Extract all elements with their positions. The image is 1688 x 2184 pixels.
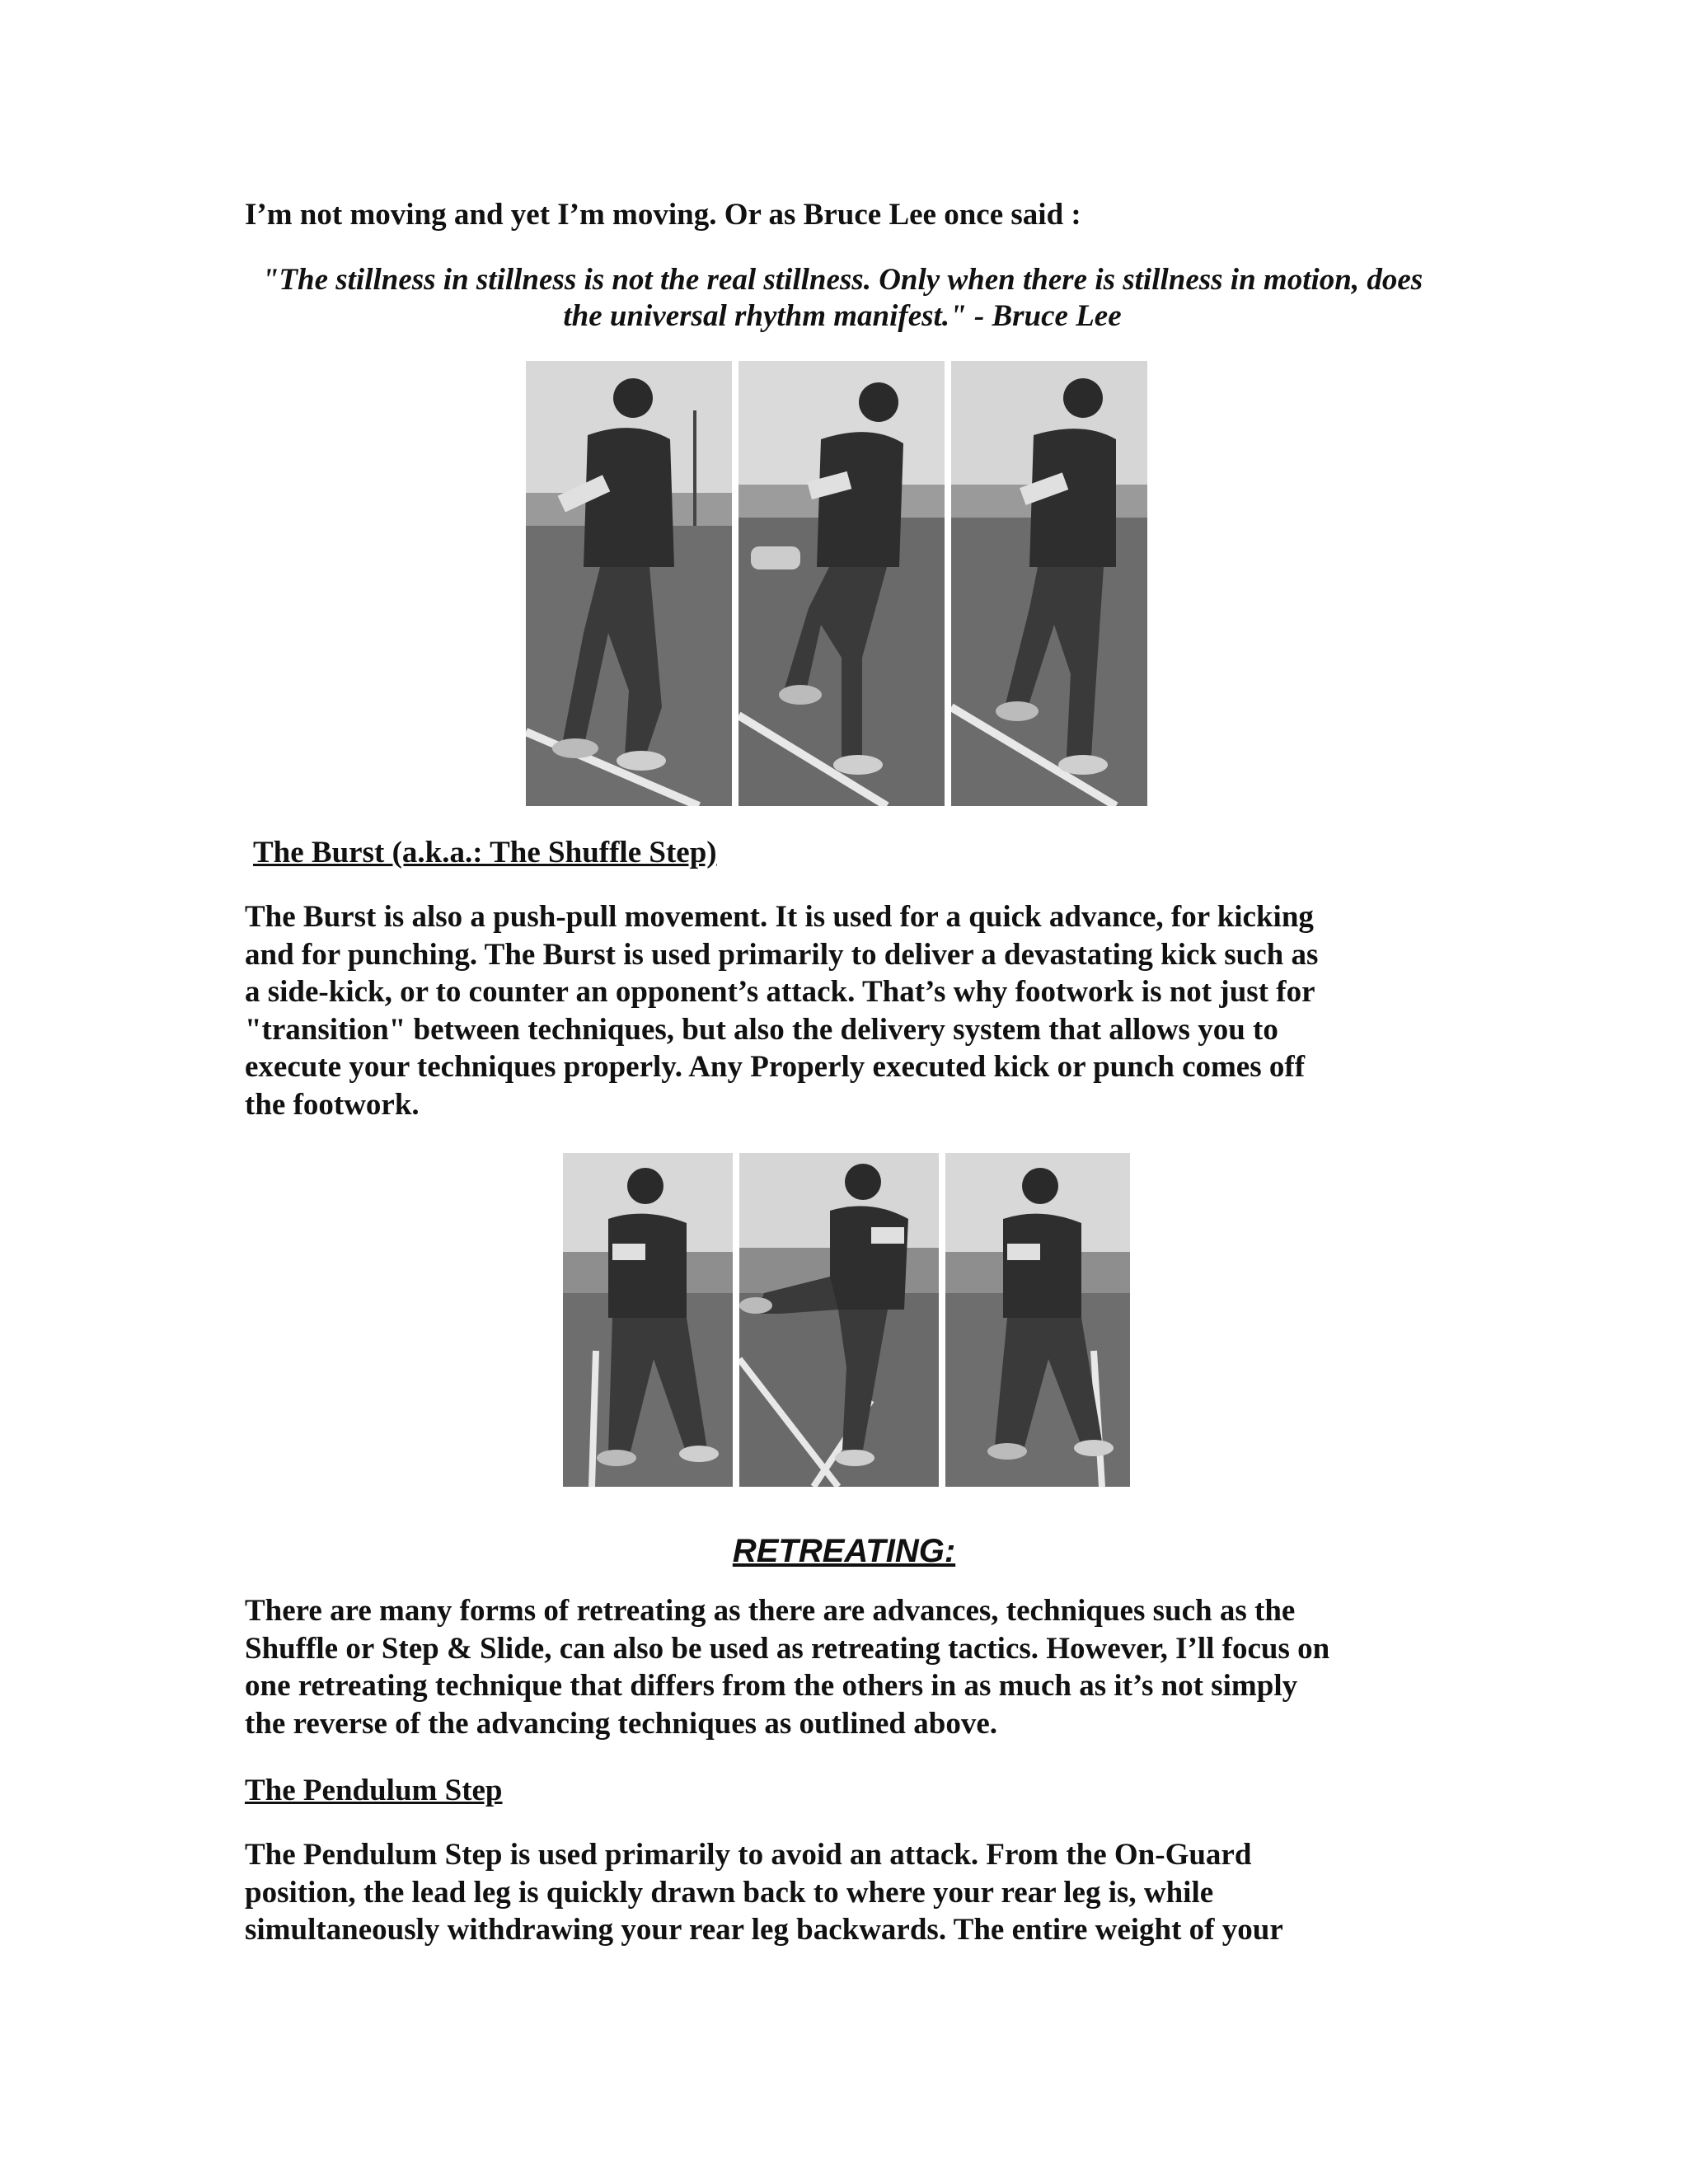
- retreating-paragraph: There are many forms of retreating as there are advances, techniques such as the Shuffle or Step & Slide, can also be used as retreating tactics. However, I’ll focus on one retreating technique that differs from the others in as much as it’s not simply the reverse of the advancing techniques as outlined above.: [245, 1594, 1330, 1741]
- burst-paragraph: The Burst is also a push-pull movement. It is used for a quick advance, for kicking and for punching. The Burst is used primarily to deliver a devastating kick such as a side-kick, or to counter an opponent’s attack. That’s why footwork is not just for "transition" between techniques, but also the delivery system that allows you to execute your techniques properly. Any Properly executed kick or punch comes off the footwork.: [245, 900, 1319, 1122]
- stance-photo-1: [526, 361, 732, 806]
- photo-sequence-burst: [563, 1153, 1130, 1487]
- bruce-lee-quote: "The stillness in stillness is not the real stillness. Only when there is stillness in motion, does the universal rhythm manifest." - Bruce Lee: [261, 263, 1423, 333]
- pendulum-paragraph: The Pendulum Step is used primarily to avoid an attack. From the On-Guard position, the lead leg is quickly drawn back to where your rear leg is, while simultaneously withdrawing your rear leg backwards. The entire weight of your: [245, 1838, 1283, 1947]
- retreating-heading: RETREATING:: [732, 1533, 956, 1569]
- intro-text: I’m not moving and yet I’m moving. Or as Bruce Lee once said :: [245, 198, 1081, 232]
- burst-photo-1: [563, 1153, 733, 1487]
- stance-photo-2: [738, 361, 945, 806]
- burst-photo-2-kick: [739, 1153, 939, 1487]
- burst-heading: The Burst (a.k.a.: The Shuffle Step): [253, 836, 717, 869]
- photo-sequence-stance: [526, 361, 1147, 806]
- pendulum-heading: The Pendulum Step: [245, 1774, 503, 1807]
- stance-photo-3: [951, 361, 1147, 806]
- burst-photo-3: [945, 1153, 1130, 1487]
